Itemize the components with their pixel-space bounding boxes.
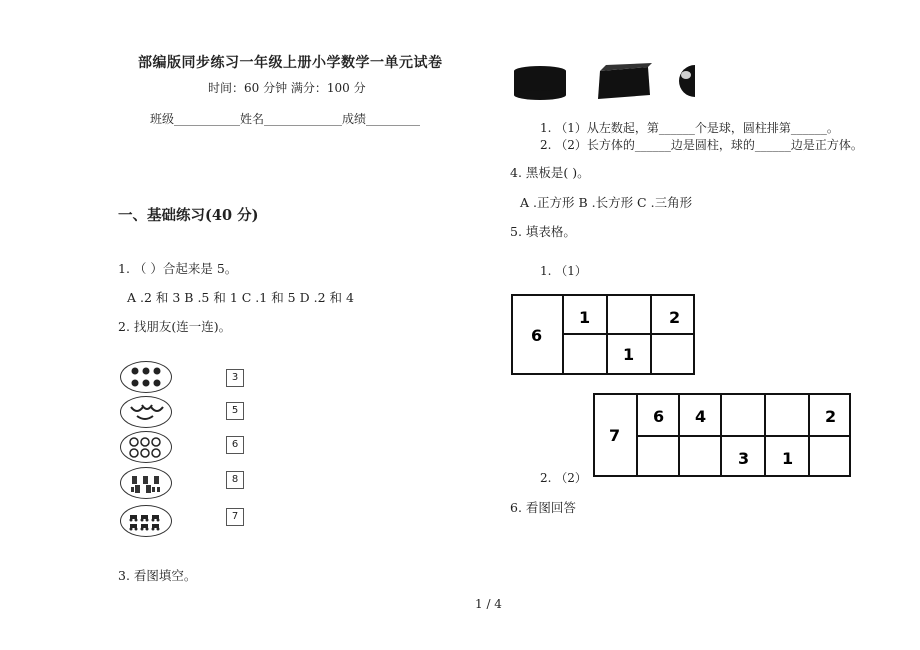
page-title: 部编版同步练习一年级上册小学数学一单元试卷 xyxy=(138,55,443,71)
number-box-8: 8 xyxy=(226,471,244,489)
grid1-top-1: 1 xyxy=(579,308,591,327)
grid2-top-2: 4 xyxy=(695,407,707,426)
grid1-top-3: 2 xyxy=(669,308,681,327)
oval-cars xyxy=(120,505,172,537)
question-3-stem: 3. 看图填空。 xyxy=(118,568,197,583)
question-3-sub2: 2. （2）长方体的______边是圆柱，球的______边是正方体。 xyxy=(540,138,863,152)
grid2-top-1: 6 xyxy=(653,407,665,426)
grid1-left: 6 xyxy=(531,326,543,345)
number-grid-2 xyxy=(593,393,853,479)
student-info-fields: 班级___________姓名_____________成绩_________ xyxy=(150,112,421,126)
question-5-sub1-label: 1. （1） xyxy=(540,264,587,278)
grid2-bottom-4: 1 xyxy=(782,449,794,468)
question-6-stem: 6. 看图回答 xyxy=(510,500,576,515)
question-3-sub1: 1. （1）从左数起，第______个是球，圆柱排第______。 xyxy=(540,121,839,135)
number-box-7: 7 xyxy=(226,508,244,526)
flower-group-icon xyxy=(121,362,171,392)
page-number: 1 / 4 xyxy=(475,597,502,611)
cylinder-icon xyxy=(514,66,566,100)
cuboid-icon xyxy=(598,63,652,99)
oval-flowers xyxy=(120,361,172,393)
shapes-row xyxy=(510,63,700,103)
grid2-top-5: 2 xyxy=(825,407,837,426)
grid1-bottom-2: 1 xyxy=(623,345,635,364)
question-5-sub2-label: 2. （2） xyxy=(540,471,587,485)
banana-group-icon xyxy=(121,397,171,427)
number-grid-1 xyxy=(511,294,695,376)
question-4-options: A .正方形 B .长方形 C .三角形 xyxy=(520,195,693,210)
question-4-stem: 4. 黑板是( )。 xyxy=(510,165,590,180)
number-box-3: 3 xyxy=(226,369,244,387)
car-group-icon xyxy=(121,506,171,536)
oval-bananas xyxy=(120,396,172,428)
question-2-stem: 2. 找朋友(连一连)。 xyxy=(118,319,232,334)
number-box-5: 5 xyxy=(226,402,244,420)
question-1-options: A .2 和 3 B .5 和 1 C .1 和 5 D .2 和 4 xyxy=(127,290,354,305)
question-1-stem: 1. （ ）合起来是 5。 xyxy=(118,261,238,276)
rabbit-group-icon xyxy=(121,468,171,498)
grid2-left: 7 xyxy=(609,426,621,445)
section-heading: 一、基础练习(40 分) xyxy=(118,207,259,224)
grid2-bottom-3: 3 xyxy=(738,449,750,468)
apple-group-icon xyxy=(121,432,171,462)
oval-apples xyxy=(120,431,172,463)
sphere-icon xyxy=(679,65,695,97)
exam-time-info: 时间：60 分钟 满分：100 分 xyxy=(208,81,366,95)
number-box-6: 6 xyxy=(226,436,244,454)
oval-rabbits xyxy=(120,467,172,499)
question-5-stem: 5. 填表格。 xyxy=(510,224,576,239)
